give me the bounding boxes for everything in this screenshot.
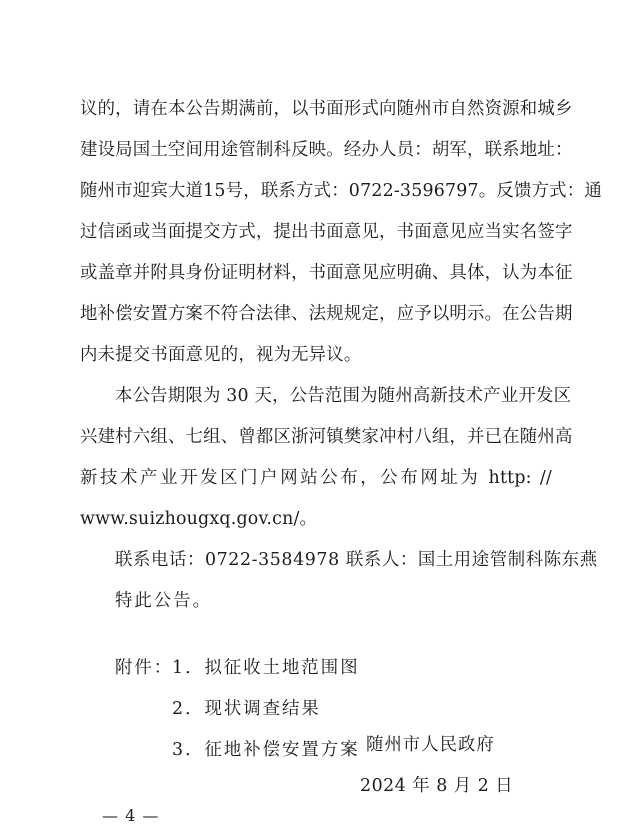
issue-date: 2024 年 8 月 2 日 (360, 776, 514, 796)
paragraph-1-line-6: 地补偿安置方案不符合法律、法规规定，应予以明示。在公告期 (80, 304, 573, 324)
contact-line: 联系电话：0722-3584978 联系人：国土用途管制科陈东燕 (115, 550, 598, 570)
attachment-item-2: 2．现状调查结果 (172, 699, 321, 719)
paragraph-1-line-3: 随州市迎宾大道15号，联系方式：0722-3596797。反馈方式：通 (80, 181, 602, 201)
issuer-name: 随州市人民政府 (366, 735, 495, 755)
closing-line: 特此公告。 (115, 591, 212, 611)
paragraph-2-line-2: 兴建村六组、七组、曾都区浙河镇樊家冲村八组，并已在随州高 (80, 427, 573, 447)
attachment-item-3: 3．征地补偿安置方案 (172, 740, 360, 760)
paragraph-1-line-7: 内未提交书面意见的，视为无异议。 (80, 345, 362, 365)
attachment-item-1: 1．拟征收土地范围图 (172, 658, 360, 678)
paragraph-2-line-4: www.suizhougxq.gov.cn/。 (80, 509, 318, 529)
paragraph-2-line-3: 新技术产业开发区门户网站公布，公布网址为 http: // (80, 468, 552, 488)
paragraph-1-line-1: 议的，请在本公告期满前，以书面形式向随州市自然资源和城乡 (80, 99, 573, 119)
paragraph-2-line-1: 本公告期限为 30 天，公告范围为随州高新技术产业开发区 (115, 386, 572, 406)
page-number: — 4 — (102, 806, 160, 825)
attachments-label: 附件： (115, 658, 174, 678)
paragraph-1-line-4: 过信函或当面提交方式，提出书面意见，书面意见应当实名签字 (80, 222, 573, 242)
paragraph-1-line-5: 或盖章并附具身份证明材料，书面意见应明确、具体，认为本征 (80, 263, 573, 283)
paragraph-1-line-2: 建设局国土空间用途管制科反映。经办人员：胡军，联系地址： (80, 140, 573, 160)
